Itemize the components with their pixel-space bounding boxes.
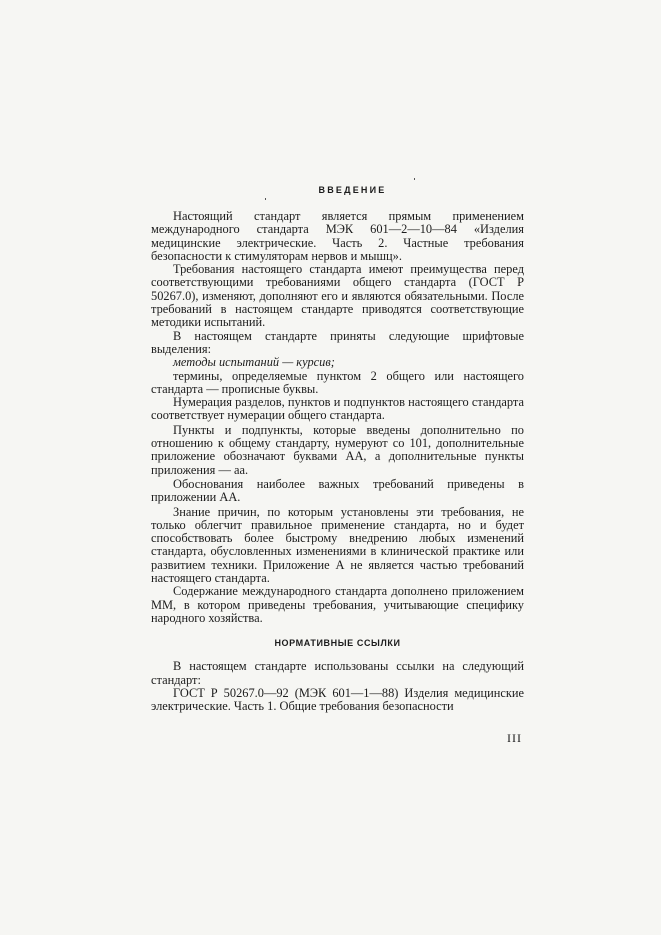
paragraph: В настоящем стандарте приняты следующие шрифтовые выделения: [151,328,524,356]
page-number: III [507,731,522,745]
scan-speck [414,178,415,180]
paragraph: Требования настоящего стандарта имеют преимущества перед соответствующими требованиями общего стандарта (ГОСТ Р 50267.0), изменяют, дополняют его и являются обязательными. После требований в настоящем стандарте приводятся соответствующие методики испытаний. [151,262,524,330]
refs-paragraph: ГОСТ Р 50267.0—92 (МЭК 601—1—88) Изделия медицинские электрические. Часть 1. Общие требования безопасности [151,685,524,714]
paragraph: Знание причин, по которым установлены эти требования, не только облегчит правильное применение стандарта, но и будет способствовать более быстрому внедрению любых изменений стандарта, обусловленных изменениями в клинической практике или развитием техники. Приложение А не является частью требований настоящего стандарта. [151,504,524,586]
refs-heading: НОРМАТИВНЫЕ ССЫЛКИ [274,638,401,649]
paragraph: Пункты и подпункты, которые введены дополнительно по отношению к общему стандарту, нумеруют со 101, дополнительные приложение обозначают буквами АА, а дополнительные пункты приложения — аа. [151,422,524,477]
intro-heading: ВВЕДЕНИЕ [318,185,387,195]
paragraph: Нумерация разделов, пунктов и подпунктов настоящего стандарта соответствует нумерации общего стандарта. [151,395,524,423]
paragraph-test-methods: методы испытаний — курсив; [173,355,335,370]
refs-paragraph: В настоящем стандарте использованы ссылки на следующий стандарт: [151,659,524,687]
paragraph: Обоснования наиболее важных требований приведены в приложении АА. [151,476,524,505]
paragraph: Содержание международного стандарта дополнено приложением ММ, в котором приведены требования, учитывающие специфику народного хозяйства. [151,584,524,625]
document-body [151,185,524,713]
paragraph: Настоящий стандарт является прямым применением международного стандарта МЭК 601—2—10—84 «Изделия медицинские электрические. Часть 2. Частные требования безопасности к стимуляторам нервов и мышц». [151,209,524,263]
paragraph-terms: термины, определяемые пунктом 2 общего или настоящего стандарта — прописные буквы. [151,368,524,396]
